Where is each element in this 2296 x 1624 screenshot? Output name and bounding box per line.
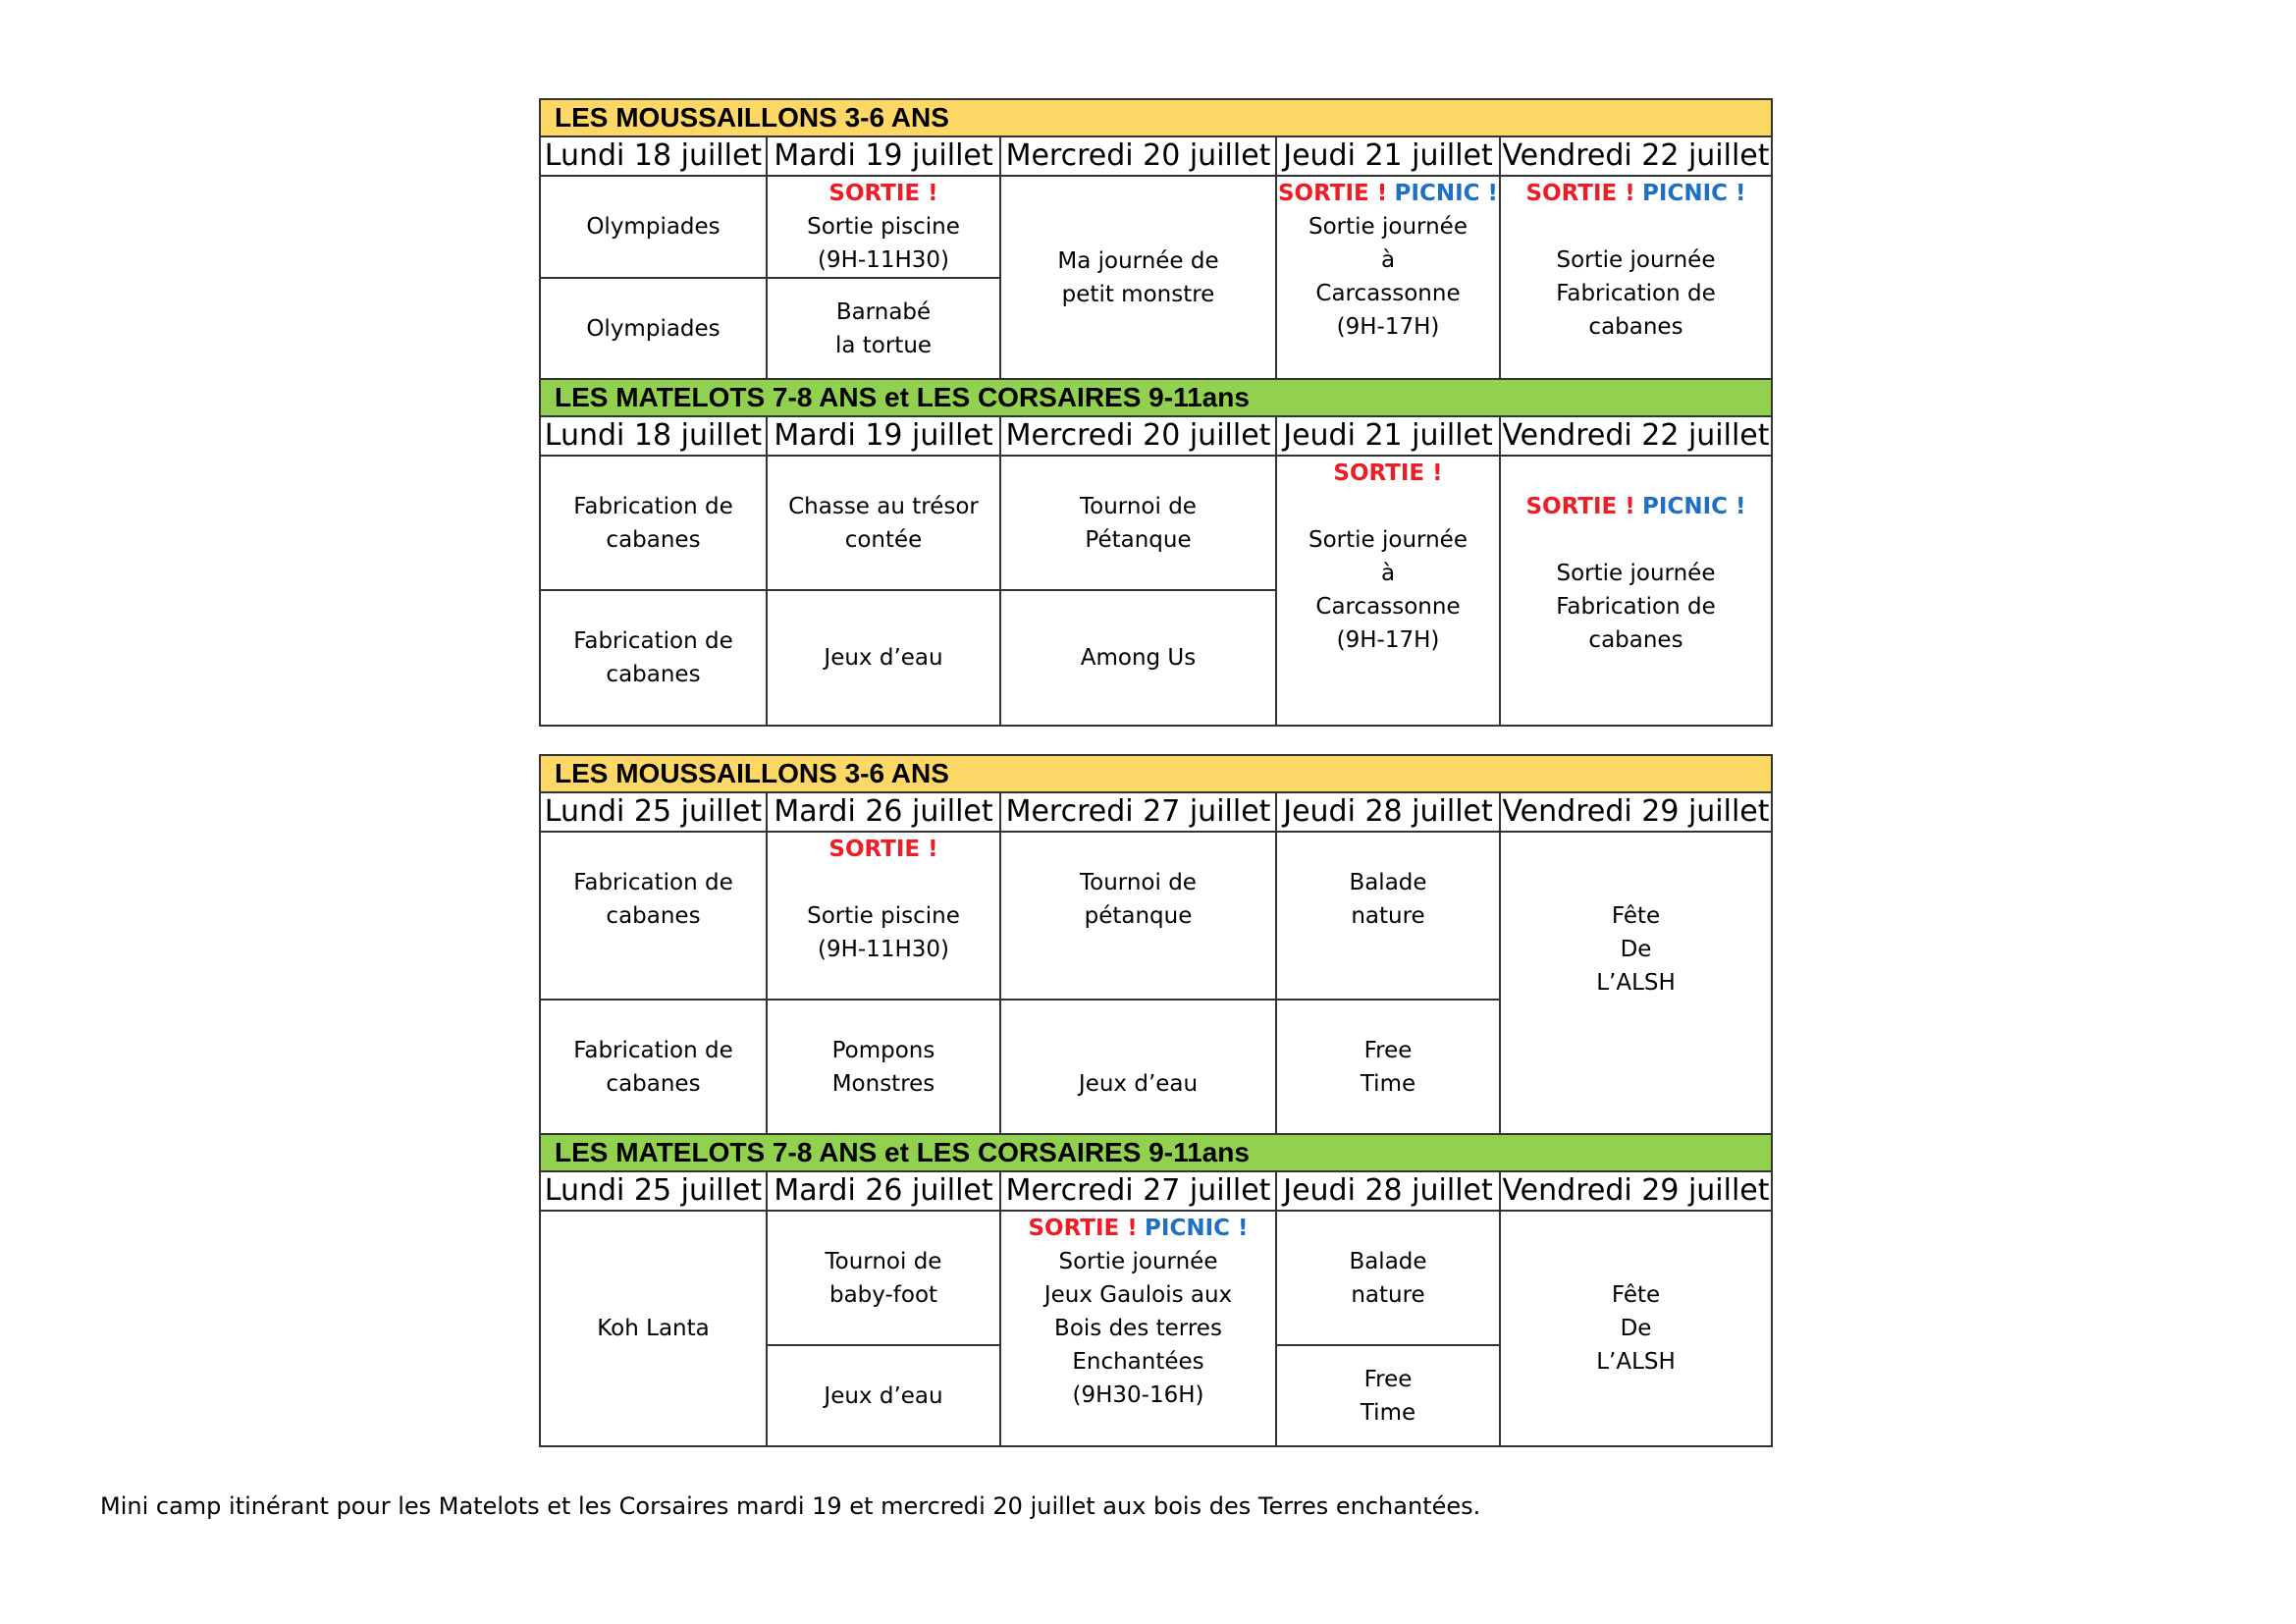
activity-cell: SORTIE ! PICNIC ! Sortie journée à Carcassonne (9H-17H) bbox=[1276, 176, 1500, 379]
sortie-tag: SORTIE ! bbox=[1525, 494, 1635, 519]
activity-cell: Jeux d’eau bbox=[767, 1345, 1000, 1446]
day-header-tuesday: Mardi 19 juillet bbox=[767, 136, 1000, 176]
picnic-tag: PICNIC ! bbox=[1642, 181, 1746, 206]
day-header-friday: Vendredi 22 juillet bbox=[1500, 416, 1772, 456]
day-header-friday: Vendredi 22 juillet bbox=[1500, 136, 1772, 176]
day-header-friday: Vendredi 29 juillet bbox=[1500, 792, 1772, 832]
activity-cell: Fête De L’ALSH bbox=[1500, 832, 1772, 1134]
activity-cell: SORTIE ! PICNIC ! Sortie journée Fabrication de cabanes bbox=[1500, 456, 1772, 726]
footnote: Mini camp itinérant pour les Matelots et les Corsaires mardi 19 et mercredi 20 juillet aux bois des Terres enchantées. bbox=[100, 1492, 1481, 1520]
sortie-tag: SORTIE ! bbox=[828, 837, 938, 862]
day-header-monday: Lundi 25 juillet bbox=[540, 1171, 767, 1211]
group-title-matelots-corsaires: LES MATELOTS 7-8 ANS et LES CORSAIRES 9-11ans bbox=[540, 1134, 1772, 1171]
day-header-wednesday: Mercredi 20 juillet bbox=[1000, 136, 1276, 176]
activity-cell: Tournoi de pétanque bbox=[1000, 832, 1276, 1000]
activity-cell: Pompons Monstres bbox=[767, 1000, 1000, 1134]
activity-cell: Balade nature bbox=[1276, 1211, 1500, 1345]
day-header-monday: Lundi 18 juillet bbox=[540, 136, 767, 176]
group-title-moussaillons: LES MOUSSAILLONS 3-6 ANS bbox=[540, 755, 1772, 792]
sortie-tag: SORTIE ! bbox=[1028, 1216, 1138, 1241]
activity-cell: SORTIE ! Sortie journée à Carcassonne (9H-17H) bbox=[1276, 456, 1500, 726]
day-header-tuesday: Mardi 26 juillet bbox=[767, 792, 1000, 832]
schedule-week1 bbox=[539, 98, 1773, 727]
day-header-tuesday: Mardi 26 juillet bbox=[767, 1171, 1000, 1211]
day-header-wednesday: Mercredi 27 juillet bbox=[1000, 792, 1276, 832]
activity-cell: SORTIE ! PICNIC ! Sortie journée Jeux Gaulois aux Bois des terres Enchantées (9H30-16H) bbox=[1000, 1211, 1276, 1446]
activity-cell: Tournoi de Pétanque bbox=[1000, 456, 1276, 590]
activity-cell: SORTIE ! Sortie piscine (9H-11H30) bbox=[767, 176, 1000, 278]
picnic-tag: PICNIC ! bbox=[1642, 494, 1746, 519]
activity-cell: Koh Lanta bbox=[540, 1211, 767, 1446]
activity-cell: Balade nature bbox=[1276, 832, 1500, 1000]
sortie-tag: SORTIE ! bbox=[1277, 181, 1388, 206]
day-header-wednesday: Mercredi 27 juillet bbox=[1000, 1171, 1276, 1211]
activity-cell: Tournoi de baby-foot bbox=[767, 1211, 1000, 1345]
activity-cell: Barnabé la tortue bbox=[767, 278, 1000, 379]
activity-cell: Olympiades bbox=[540, 278, 767, 379]
group-title-moussaillons: LES MOUSSAILLONS 3-6 ANS bbox=[540, 99, 1772, 136]
day-header-thursday: Jeudi 28 juillet bbox=[1276, 1171, 1500, 1211]
activity-cell: Olympiades bbox=[540, 176, 767, 278]
day-header-thursday: Jeudi 21 juillet bbox=[1276, 136, 1500, 176]
activity-cell: SORTIE ! PICNIC ! Sortie journée Fabrication de cabanes bbox=[1500, 176, 1772, 379]
activity-cell: Fabrication de cabanes bbox=[540, 590, 767, 726]
sortie-tag: SORTIE ! bbox=[1333, 460, 1443, 486]
day-header-wednesday: Mercredi 20 juillet bbox=[1000, 416, 1276, 456]
picnic-tag: PICNIC ! bbox=[1145, 1216, 1249, 1241]
picnic-tag: PICNIC ! bbox=[1394, 181, 1499, 206]
day-header-thursday: Jeudi 28 juillet bbox=[1276, 792, 1500, 832]
day-header-tuesday: Mardi 19 juillet bbox=[767, 416, 1000, 456]
sortie-tag: SORTIE ! bbox=[828, 181, 938, 206]
activity-cell: Fabrication de cabanes bbox=[540, 456, 767, 590]
activity-cell: Fabrication de cabanes bbox=[540, 1000, 767, 1134]
activity-cell: Jeux d’eau bbox=[767, 590, 1000, 726]
group-title-matelots-corsaires: LES MATELOTS 7-8 ANS et LES CORSAIRES 9-11ans bbox=[540, 379, 1772, 416]
activity-cell: Jeux d’eau bbox=[1000, 1000, 1276, 1134]
activity-cell: Free Time bbox=[1276, 1000, 1500, 1134]
day-header-thursday: Jeudi 21 juillet bbox=[1276, 416, 1500, 456]
day-header-friday: Vendredi 29 juillet bbox=[1500, 1171, 1772, 1211]
day-header-monday: Lundi 18 juillet bbox=[540, 416, 767, 456]
sortie-tag: SORTIE ! bbox=[1525, 181, 1635, 206]
activity-cell: Chasse au trésor contée bbox=[767, 456, 1000, 590]
activity-cell: SORTIE ! Sortie piscine (9H-11H30) bbox=[767, 832, 1000, 1000]
activity-cell: Free Time bbox=[1276, 1345, 1500, 1446]
activity-cell: Fabrication de cabanes bbox=[540, 832, 767, 1000]
activity-cell: Ma journée de petit monstre bbox=[1000, 176, 1276, 379]
day-header-monday: Lundi 25 juillet bbox=[540, 792, 767, 832]
activity-cell: Fête De L’ALSH bbox=[1500, 1211, 1772, 1446]
activity-cell: Among Us bbox=[1000, 590, 1276, 726]
schedule-week2 bbox=[539, 754, 1773, 1447]
